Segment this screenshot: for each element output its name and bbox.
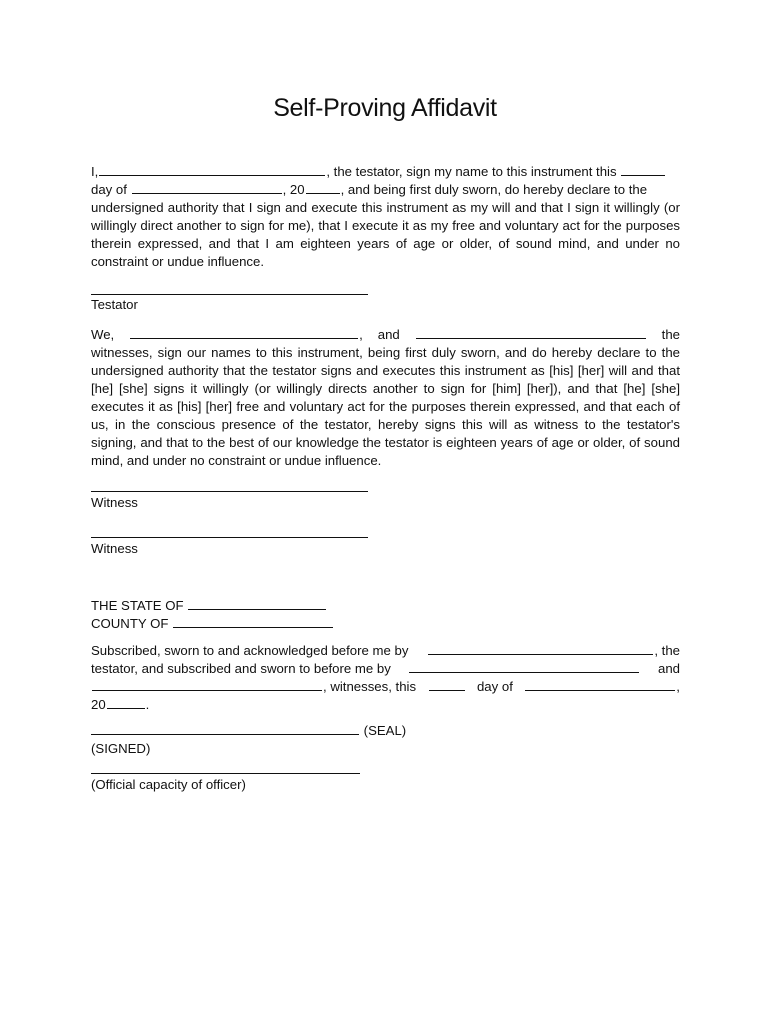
testator-name-blank[interactable] <box>99 163 325 176</box>
county-line <box>91 615 680 633</box>
testator-paragraph-rest: undersigned authority that I sign and execute this instrument as my will and that I sign it willingly (or willingly direct another to sign for me), that I execute it as my free and voluntary act for the purposes therein expressed, and that I am eighteen years of age or older, of sound mind, and under no constraint or undue influence. <box>91 200 680 269</box>
text-day-of-2: day of <box>476 679 513 694</box>
testator-signature-line[interactable] <box>91 294 368 295</box>
state-blank[interactable] <box>188 597 326 610</box>
text-sworn-clause: , and being first duly sworn, do hereby declare to the <box>340 182 648 197</box>
county-blank[interactable] <box>173 615 333 628</box>
text-we: We, <box>91 327 115 342</box>
county-label: COUNTY OF <box>91 616 169 631</box>
testator-notary-blank[interactable] <box>428 642 653 655</box>
witnesses-notary-blank-2[interactable] <box>92 678 322 691</box>
witness-2-label: Witness <box>91 541 138 556</box>
day-blank[interactable] <box>621 163 665 176</box>
witnesses-notary-blank-1[interactable] <box>409 660 639 673</box>
text-comma: , <box>359 327 363 342</box>
venue-block <box>91 597 680 633</box>
month-blank[interactable] <box>132 181 282 194</box>
text-and: and <box>377 327 400 342</box>
text-testator-subscribed: testator, and subscribed and sworn to before me by <box>91 661 391 676</box>
seal-line <box>91 722 406 740</box>
witness-2-signature-line[interactable] <box>91 537 368 538</box>
notary-year-blank[interactable] <box>107 696 145 709</box>
witness-1-label: Witness <box>91 495 138 510</box>
testator-line-1 <box>91 163 680 181</box>
witness-declaration-paragraph <box>91 326 680 470</box>
text-testator-clause: , the testator, sign my name to this instrument this <box>326 164 617 179</box>
witness-paragraph-rest: witnesses, sign our names to this instrument, being first duly sworn, and do hereby declare to the undersigned authority that the testator signs and executes this instrument as [his] [her] will and that [he] [she] signs it willingly (or willingly directs another to sign for [him] [her]), and that [he] [she] executes it as [his] [her] free and voluntary act for the purposes therein expressed, and that each of us, in the conscious presence of the testator, hereby signs this will as witness to the testator's signing, and that to the best of our knowledge the testator is eighteen years of age or older, of sound mind, and under no constraint or undue influence. <box>91 345 680 468</box>
notary-month-group <box>524 678 680 696</box>
witness-names-group <box>129 326 363 344</box>
testator-label: Testator <box>91 297 138 312</box>
notary-month-blank[interactable] <box>525 678 675 691</box>
notary-paragraph <box>91 642 680 714</box>
witness-2-name-blank[interactable] <box>416 326 646 339</box>
signed-label: (SIGNED) <box>91 741 151 756</box>
witness-1-name-blank[interactable] <box>130 326 358 339</box>
witness-1-signature-line[interactable] <box>91 491 368 492</box>
text-period: . <box>145 697 150 712</box>
text-and-2: and <box>657 661 680 676</box>
notary-line-3 <box>91 678 680 696</box>
text-i: I, <box>91 164 99 179</box>
text-day-of: day of <box>91 182 127 197</box>
testator-declaration-paragraph <box>91 163 680 271</box>
notary-line-2 <box>91 660 680 678</box>
notary-testator-group <box>427 642 680 660</box>
notary-day-blank[interactable] <box>429 678 465 691</box>
year-blank[interactable] <box>306 181 340 194</box>
notary-line-4 <box>91 696 680 714</box>
text-the: the <box>661 327 680 342</box>
seal-label: (SEAL) <box>363 723 407 738</box>
text-20: 20 <box>91 697 106 712</box>
text-witnesses-this: , witnesses, this <box>323 679 417 694</box>
text-the-suffix: , the <box>654 643 680 658</box>
official-capacity-label: (Official capacity of officer) <box>91 777 246 792</box>
state-line <box>91 597 680 615</box>
witness-line-1 <box>91 326 680 344</box>
document-title: Self-Proving Affidavit <box>273 94 497 122</box>
state-label: THE STATE OF <box>91 598 184 613</box>
text-comma-2: , <box>676 679 680 694</box>
notary-line-1 <box>91 642 680 660</box>
text-subscribed: Subscribed, sworn to and acknowledged before me by <box>91 643 409 658</box>
official-capacity-line[interactable] <box>91 773 360 774</box>
text-year-prefix: , 20 <box>282 182 305 197</box>
testator-line-2 <box>91 181 680 199</box>
notary-signature-blank[interactable] <box>91 722 359 735</box>
notary-witness-group <box>91 678 416 696</box>
